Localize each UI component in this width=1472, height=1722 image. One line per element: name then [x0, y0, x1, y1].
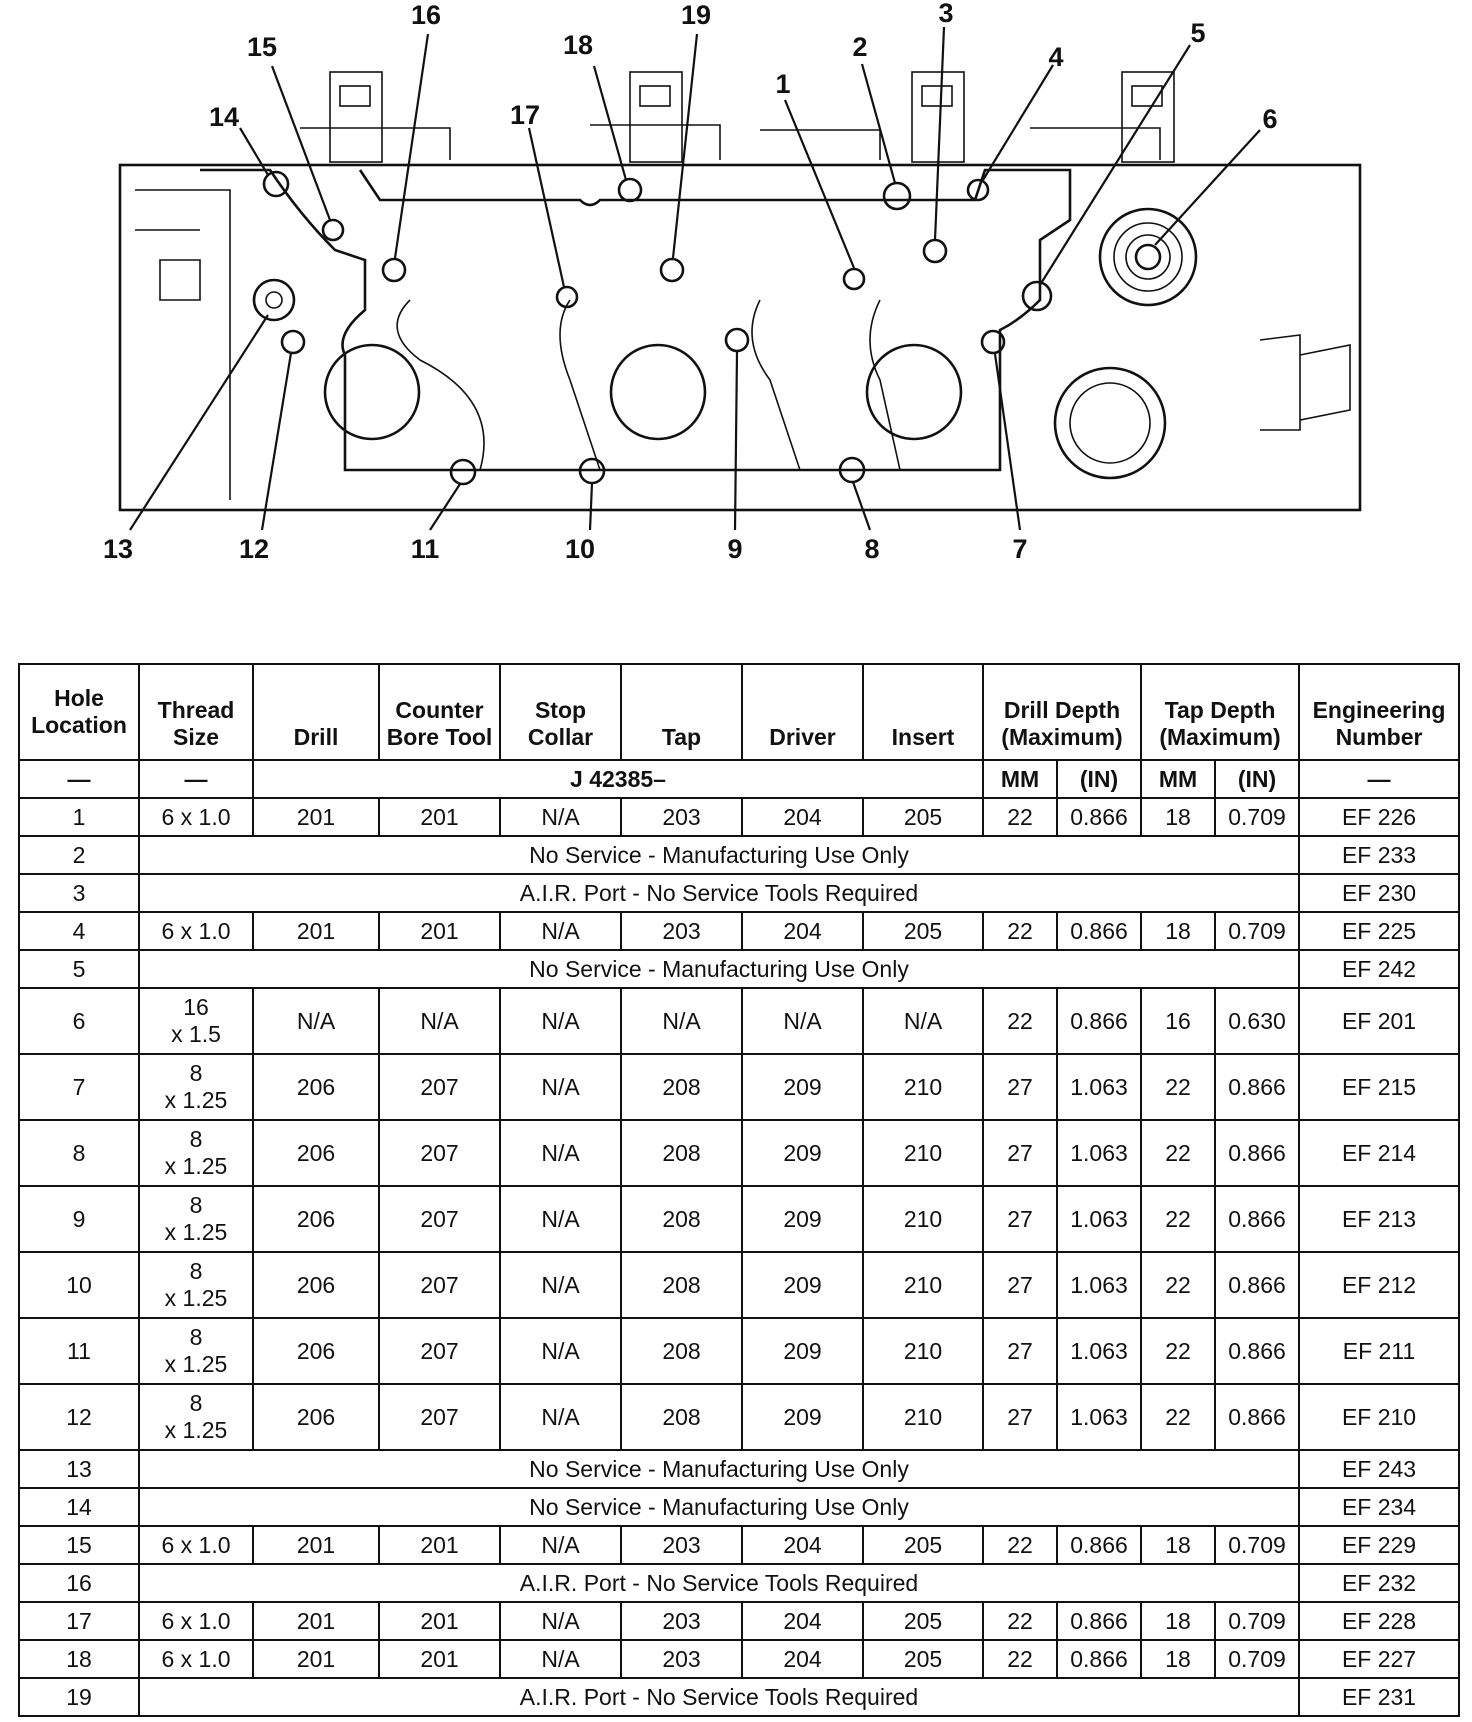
callout-13: 13 — [102, 534, 134, 564]
callout-1: 1 — [775, 69, 791, 99]
callout-18: 18 — [562, 30, 594, 60]
cell-driver: 209 — [742, 1252, 863, 1318]
cell-drill-depth-mm: 22 — [983, 912, 1057, 950]
callout-7: 7 — [1012, 534, 1028, 564]
cell-counter-bore-tool: 207 — [379, 1120, 500, 1186]
cell-counter-bore-tool: 201 — [379, 1640, 500, 1678]
cell-hole-location: 5 — [19, 950, 139, 988]
thread-size-pitch: x 1.25 — [164, 1285, 228, 1311]
subheader-row — [19, 760, 1459, 798]
cell-tap: 203 — [621, 1640, 742, 1678]
cell-stop-collar: N/A — [500, 1602, 621, 1640]
header-tap-depth: Tap Depth (Maximum) — [1141, 664, 1299, 760]
cell-driver: 209 — [742, 1120, 863, 1186]
cell-tap-depth-in: 0.866 — [1215, 1384, 1299, 1450]
cell-thread-size — [139, 1384, 253, 1450]
table-row — [19, 874, 1459, 912]
cell-tap: 203 — [621, 1526, 742, 1564]
cell-stop-collar: N/A — [500, 1318, 621, 1384]
cell-drill-depth-in: 1.063 — [1057, 1252, 1141, 1318]
cell-insert: 210 — [863, 1318, 983, 1384]
table-row — [19, 1526, 1459, 1564]
cell-insert: 210 — [863, 1252, 983, 1318]
thread-size-diameter: 8 — [189, 1324, 203, 1350]
callout-15: 15 — [246, 32, 278, 62]
chamber-3 — [867, 345, 961, 439]
cell-hole-location: 7 — [19, 1054, 139, 1120]
callout-2: 2 — [852, 32, 868, 62]
cell-drill-depth-in: 1.063 — [1057, 1318, 1141, 1384]
cell-counter-bore-tool: 201 — [379, 1526, 500, 1564]
cell-thread-size: 6 x 1.0 — [139, 1526, 253, 1564]
cell-drill: 206 — [253, 1318, 379, 1384]
cell-engineering-number: EF 211 — [1299, 1318, 1459, 1384]
table-row — [19, 1564, 1459, 1602]
cell-counter-bore-tool: 207 — [379, 1384, 500, 1450]
cell-service-note: A.I.R. Port - No Service Tools Required — [139, 1678, 1299, 1716]
cell-hole-location: 8 — [19, 1120, 139, 1186]
cell-thread-size: 6 x 1.0 — [139, 1640, 253, 1678]
cell-driver: 209 — [742, 1054, 863, 1120]
cell-stop-collar: N/A — [500, 988, 621, 1054]
cell-drill-depth-mm: 22 — [983, 1640, 1057, 1678]
thread-size-pitch: x 1.25 — [164, 1087, 228, 1113]
cell-hole-location: 4 — [19, 912, 139, 950]
thread-size-pitch: x 1.25 — [164, 1351, 228, 1377]
cell-thread-size — [139, 1054, 253, 1120]
thread-size-diameter: 8 — [189, 1192, 203, 1218]
cell-hole-location: 19 — [19, 1678, 139, 1716]
cell-thread-size — [139, 1186, 253, 1252]
cell-drill: N/A — [253, 988, 379, 1054]
thread-repair-spec-table — [18, 663, 1460, 1717]
cell-tap-depth-in: 0.630 — [1215, 988, 1299, 1054]
cell-tap: 208 — [621, 1384, 742, 1450]
header-thread-size: Thread Size — [139, 664, 253, 760]
cell-tap-depth-in: 0.866 — [1215, 1120, 1299, 1186]
cell-hole-location: 3 — [19, 874, 139, 912]
cell-tap-depth-mm: 18 — [1141, 1640, 1215, 1678]
cell-drill-depth-mm: 22 — [983, 1526, 1057, 1564]
table-row — [19, 1120, 1459, 1186]
cell-drill: 201 — [253, 1602, 379, 1640]
cell-hole-location: 10 — [19, 1252, 139, 1318]
cell-drill: 206 — [253, 1384, 379, 1450]
cell-drill-depth-mm: 27 — [983, 1252, 1057, 1318]
cell-thread-size: 6 x 1.0 — [139, 912, 253, 950]
cell-engineering-number: EF 212 — [1299, 1252, 1459, 1318]
cell-tap-depth-mm: 22 — [1141, 1384, 1215, 1450]
right-bore — [1055, 368, 1165, 478]
table-row — [19, 1488, 1459, 1526]
table-row — [19, 912, 1459, 950]
callout-19: 19 — [680, 0, 712, 30]
header-stop-collar: Stop Collar — [500, 664, 621, 760]
thread-size-diameter: 8 — [189, 1258, 203, 1284]
cell-counter-bore-tool: 207 — [379, 1054, 500, 1120]
cell-tap-depth-mm: 18 — [1141, 1526, 1215, 1564]
cell-thread-size — [139, 1120, 253, 1186]
cell-engineering-number: EF 229 — [1299, 1526, 1459, 1564]
cell-counter-bore-tool: N/A — [379, 988, 500, 1054]
cell-tap-depth-mm: 18 — [1141, 798, 1215, 836]
callout-3: 3 — [938, 0, 954, 28]
cell-hole-location: 15 — [19, 1526, 139, 1564]
cell-tap-depth-mm: 22 — [1141, 1054, 1215, 1120]
cell-tap: 208 — [621, 1252, 742, 1318]
cell-hole-location: 2 — [19, 836, 139, 874]
cell-service-note: No Service - Manufacturing Use Only — [139, 1488, 1299, 1526]
cell-drill-depth-in: 1.063 — [1057, 1384, 1141, 1450]
holes — [254, 172, 1051, 484]
cell-engineering-number: EF 231 — [1299, 1678, 1459, 1716]
cell-counter-bore-tool: 207 — [379, 1318, 500, 1384]
thread-size-pitch: x 1.25 — [164, 1417, 228, 1443]
header-drill: Drill — [253, 664, 379, 760]
subheader-tool-kit: J 42385– — [253, 760, 983, 798]
cell-engineering-number: EF 213 — [1299, 1186, 1459, 1252]
top-brackets — [300, 72, 1174, 162]
cell-thread-size — [139, 988, 253, 1054]
cell-driver: 204 — [742, 912, 863, 950]
cell-thread-size — [139, 1252, 253, 1318]
cell-insert: 205 — [863, 1640, 983, 1678]
cell-hole-location: 18 — [19, 1640, 139, 1678]
cell-driver: 204 — [742, 1602, 863, 1640]
table-row — [19, 1186, 1459, 1252]
cell-driver: 209 — [742, 1186, 863, 1252]
cell-engineering-number: EF 225 — [1299, 912, 1459, 950]
cell-engineering-number: EF 228 — [1299, 1602, 1459, 1640]
cell-hole-location: 9 — [19, 1186, 139, 1252]
leader-lines — [130, 27, 1260, 530]
cell-tap-depth-mm: 16 — [1141, 988, 1215, 1054]
cell-insert: 210 — [863, 1384, 983, 1450]
cell-tap-depth-in: 0.709 — [1215, 1640, 1299, 1678]
cell-driver: 209 — [742, 1384, 863, 1450]
table-row — [19, 1602, 1459, 1640]
cell-engineering-number: EF 234 — [1299, 1488, 1459, 1526]
thread-size-diameter: 16 — [183, 994, 209, 1020]
cell-drill-depth-in: 0.866 — [1057, 988, 1141, 1054]
cell-hole-location: 11 — [19, 1318, 139, 1384]
table-row — [19, 988, 1459, 1054]
cell-drill: 201 — [253, 1640, 379, 1678]
callout-6: 6 — [1262, 104, 1278, 134]
cell-drill-depth-in: 1.063 — [1057, 1186, 1141, 1252]
cell-drill-depth-in: 1.063 — [1057, 1054, 1141, 1120]
thread-size-pitch: x 1.5 — [171, 1021, 221, 1047]
cell-drill-depth-mm: 27 — [983, 1120, 1057, 1186]
cell-drill: 206 — [253, 1120, 379, 1186]
callout-12: 12 — [238, 534, 270, 564]
callout-5: 5 — [1190, 18, 1206, 48]
subheader-eng: — — [1299, 760, 1459, 798]
callout-8: 8 — [864, 534, 880, 564]
cell-service-note: No Service - Manufacturing Use Only — [139, 950, 1299, 988]
cell-tap-depth-mm: 18 — [1141, 912, 1215, 950]
thread-size-diameter: 8 — [189, 1060, 203, 1086]
cell-engineering-number: EF 226 — [1299, 798, 1459, 836]
cell-hole-location: 17 — [19, 1602, 139, 1640]
cell-engineering-number: EF 232 — [1299, 1564, 1459, 1602]
cell-driver: 204 — [742, 798, 863, 836]
cell-tap: 203 — [621, 912, 742, 950]
cell-driver: 204 — [742, 1640, 863, 1678]
cell-stop-collar: N/A — [500, 912, 621, 950]
callout-16: 16 — [410, 0, 442, 30]
cell-drill: 206 — [253, 1054, 379, 1120]
table-row — [19, 1318, 1459, 1384]
callout-10: 10 — [564, 534, 596, 564]
cell-tap-depth-in: 0.866 — [1215, 1252, 1299, 1318]
cell-stop-collar: N/A — [500, 1640, 621, 1678]
cell-tap-depth-mm: 22 — [1141, 1186, 1215, 1252]
cell-tap-depth-in: 0.709 — [1215, 1526, 1299, 1564]
cell-drill-depth-in: 0.866 — [1057, 1526, 1141, 1564]
cell-insert: 205 — [863, 912, 983, 950]
callout-9: 9 — [727, 534, 743, 564]
table-row — [19, 950, 1459, 988]
cell-counter-bore-tool: 207 — [379, 1252, 500, 1318]
cell-engineering-number: EF 215 — [1299, 1054, 1459, 1120]
cell-tap-depth-mm: 22 — [1141, 1318, 1215, 1384]
cell-drill: 206 — [253, 1186, 379, 1252]
cell-thread-size: 6 x 1.0 — [139, 1602, 253, 1640]
cell-hole-location: 12 — [19, 1384, 139, 1450]
cell-insert: 210 — [863, 1120, 983, 1186]
deck-outline — [200, 170, 1070, 470]
subheader-tap-mm: MM — [1141, 760, 1215, 798]
callout-4: 4 — [1048, 42, 1064, 72]
cell-hole-location: 13 — [19, 1450, 139, 1488]
header-drill-depth: Drill Depth (Maximum) — [983, 664, 1141, 760]
subheader-tap-in: (IN) — [1215, 760, 1299, 798]
cell-insert: N/A — [863, 988, 983, 1054]
cell-drill-depth-in: 0.866 — [1057, 912, 1141, 950]
cell-tap-depth-in: 0.709 — [1215, 798, 1299, 836]
cell-service-note: No Service - Manufacturing Use Only — [139, 1450, 1299, 1488]
cell-tap: N/A — [621, 988, 742, 1054]
cell-drill-depth-mm: 27 — [983, 1318, 1057, 1384]
cell-engineering-number: EF 201 — [1299, 988, 1459, 1054]
callout-14: 14 — [208, 102, 240, 132]
cell-service-note: A.I.R. Port - No Service Tools Required — [139, 1564, 1299, 1602]
table-row — [19, 1640, 1459, 1678]
cell-hole-location: 1 — [19, 798, 139, 836]
cell-stop-collar: N/A — [500, 1252, 621, 1318]
cell-stop-collar: N/A — [500, 1186, 621, 1252]
cell-engineering-number: EF 233 — [1299, 836, 1459, 874]
cell-tap-depth-in: 0.709 — [1215, 1602, 1299, 1640]
cell-driver: 209 — [742, 1318, 863, 1384]
cell-tap-depth-in: 0.709 — [1215, 912, 1299, 950]
cell-thread-size — [139, 1318, 253, 1384]
cell-stop-collar: N/A — [500, 1384, 621, 1450]
cell-tap-depth-mm: 22 — [1141, 1120, 1215, 1186]
cell-service-note: No Service - Manufacturing Use Only — [139, 836, 1299, 874]
cell-stop-collar: N/A — [500, 798, 621, 836]
table-row — [19, 1252, 1459, 1318]
cell-insert: 210 — [863, 1054, 983, 1120]
cylinder-head-diagram — [0, 0, 1472, 600]
cell-tap-depth-in: 0.866 — [1215, 1186, 1299, 1252]
subheader-hole: — — [19, 760, 139, 798]
cell-counter-bore-tool: 201 — [379, 798, 500, 836]
cell-insert: 205 — [863, 1526, 983, 1564]
cell-engineering-number: EF 242 — [1299, 950, 1459, 988]
table-row — [19, 1450, 1459, 1488]
cell-engineering-number: EF 227 — [1299, 1640, 1459, 1678]
chamber-1 — [325, 345, 419, 439]
cell-drill: 206 — [253, 1252, 379, 1318]
cell-drill: 201 — [253, 912, 379, 950]
header-row — [19, 664, 1459, 760]
cell-drill-depth-in: 1.063 — [1057, 1120, 1141, 1186]
header-insert: Insert — [863, 664, 983, 760]
cell-drill-depth-mm: 22 — [983, 988, 1057, 1054]
header-driver: Driver — [742, 664, 863, 760]
cell-engineering-number: EF 210 — [1299, 1384, 1459, 1450]
table-row — [19, 1678, 1459, 1716]
cell-tap-depth-in: 0.866 — [1215, 1054, 1299, 1120]
subheader-thread: — — [139, 760, 253, 798]
cell-tap: 208 — [621, 1318, 742, 1384]
cell-driver: 204 — [742, 1526, 863, 1564]
cell-driver: N/A — [742, 988, 863, 1054]
subheader-drill-in: (IN) — [1057, 760, 1141, 798]
cell-stop-collar: N/A — [500, 1054, 621, 1120]
cell-counter-bore-tool: 201 — [379, 912, 500, 950]
table-row — [19, 1054, 1459, 1120]
cell-tap: 208 — [621, 1120, 742, 1186]
cell-drill-depth-in: 0.866 — [1057, 1602, 1141, 1640]
cell-hole-location: 6 — [19, 988, 139, 1054]
callout-11: 11 — [410, 534, 440, 564]
table-row — [19, 798, 1459, 836]
cell-tap: 203 — [621, 1602, 742, 1640]
header-engineering-number: Engineering Number — [1299, 664, 1459, 760]
cell-insert: 205 — [863, 798, 983, 836]
cell-thread-size: 6 x 1.0 — [139, 798, 253, 836]
cell-engineering-number: EF 214 — [1299, 1120, 1459, 1186]
cell-drill-depth-mm: 22 — [983, 1602, 1057, 1640]
thread-size-diameter: 8 — [189, 1390, 203, 1416]
cell-tap: 208 — [621, 1186, 742, 1252]
cell-engineering-number: EF 243 — [1299, 1450, 1459, 1488]
cell-tap: 208 — [621, 1054, 742, 1120]
cell-hole-location: 14 — [19, 1488, 139, 1526]
table-row — [19, 1384, 1459, 1450]
cell-service-note: A.I.R. Port - No Service Tools Required — [139, 874, 1299, 912]
thread-size-pitch: x 1.25 — [164, 1219, 228, 1245]
cell-hole-location: 16 — [19, 1564, 139, 1602]
cell-insert: 205 — [863, 1602, 983, 1640]
cell-drill-depth-mm: 27 — [983, 1054, 1057, 1120]
cell-insert: 210 — [863, 1186, 983, 1252]
table-row — [19, 836, 1459, 874]
header-hole-location: Hole Location — [19, 664, 139, 760]
cell-tap-depth-mm: 18 — [1141, 1602, 1215, 1640]
cell-tap: 203 — [621, 798, 742, 836]
cell-drill: 201 — [253, 798, 379, 836]
cell-drill-depth-in: 0.866 — [1057, 798, 1141, 836]
chamber-2 — [611, 345, 705, 439]
thread-size-pitch: x 1.25 — [164, 1153, 228, 1179]
header-counter-bore-tool: Counter Bore Tool — [379, 664, 500, 760]
cell-tap-depth-mm: 22 — [1141, 1252, 1215, 1318]
cell-drill: 201 — [253, 1526, 379, 1564]
cell-counter-bore-tool: 201 — [379, 1602, 500, 1640]
cell-counter-bore-tool: 207 — [379, 1186, 500, 1252]
header-tap: Tap — [621, 664, 742, 760]
cell-drill-depth-mm: 22 — [983, 798, 1057, 836]
cell-drill-depth-in: 0.866 — [1057, 1640, 1141, 1678]
cell-drill-depth-mm: 27 — [983, 1186, 1057, 1252]
cell-tap-depth-in: 0.866 — [1215, 1318, 1299, 1384]
callout-17: 17 — [509, 100, 541, 130]
thread-size-diameter: 8 — [189, 1126, 203, 1152]
cell-drill-depth-mm: 27 — [983, 1384, 1057, 1450]
cell-stop-collar: N/A — [500, 1526, 621, 1564]
subheader-drill-mm: MM — [983, 760, 1057, 798]
cell-stop-collar: N/A — [500, 1120, 621, 1186]
cell-engineering-number: EF 230 — [1299, 874, 1459, 912]
